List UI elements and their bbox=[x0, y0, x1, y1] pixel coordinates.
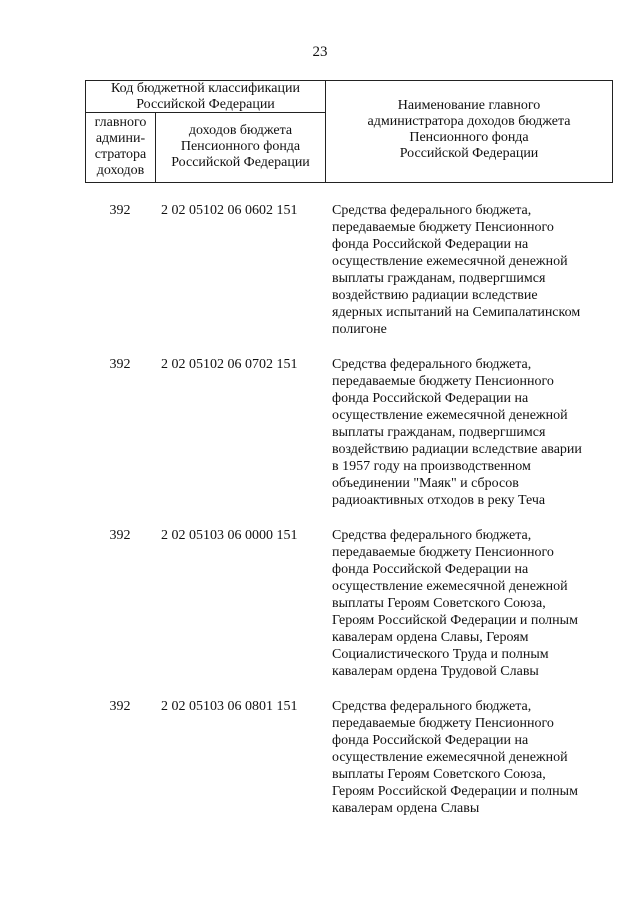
name-line: осуществление ежемесячной денежной bbox=[332, 408, 568, 423]
header-name-line: Пенсионного фонда bbox=[409, 130, 529, 145]
income-code-cell: 2 02 05102 06 0602 151 bbox=[161, 203, 298, 218]
name-cell bbox=[332, 356, 617, 509]
name-line: фонда Российской Федерации на bbox=[332, 391, 529, 406]
name-line: фонда Российской Федерации на bbox=[332, 237, 529, 252]
income-code-cell: 2 02 05103 06 0000 151 bbox=[161, 528, 298, 543]
name-line: передаваемые бюджету Пенсионного bbox=[332, 545, 554, 560]
name-line: осуществление ежемесячной денежной bbox=[332, 254, 568, 269]
name-line: Средства федерального бюджета, bbox=[332, 357, 532, 372]
name-cell bbox=[332, 202, 617, 338]
name-line: радиоактивных отходов в реку Теча bbox=[332, 493, 546, 508]
name-line: осуществление ежемесячной денежной bbox=[332, 579, 568, 594]
header-admin-line: главного bbox=[94, 115, 147, 130]
name-line: кавалерам ордена Славы bbox=[332, 801, 480, 816]
name-line: передаваемые бюджету Пенсионного bbox=[332, 220, 554, 235]
admin-code-cell: 392 bbox=[109, 203, 131, 218]
header-admin-line: стратора bbox=[94, 147, 147, 162]
header-name-line: Российской Федерации bbox=[399, 146, 539, 161]
header-name-line: Наименование главного bbox=[397, 98, 541, 113]
header-income-line: Российской Федерации bbox=[171, 155, 310, 170]
admin-code-cell: 392 bbox=[109, 357, 131, 372]
name-line: воздействию радиации вследствие bbox=[332, 288, 538, 303]
header-chief-administrator bbox=[86, 113, 156, 183]
name-cell bbox=[332, 527, 617, 680]
header-admin-line: админи- bbox=[95, 131, 146, 146]
name-line: фонда Российской Федерации на bbox=[332, 562, 529, 577]
header-name-line: администратора доходов бюджета bbox=[367, 114, 571, 129]
name-line: выплаты Героям Советского Союза, bbox=[332, 767, 546, 782]
header-administrator-name bbox=[326, 81, 612, 182]
name-line: Средства федерального бюджета, bbox=[332, 528, 532, 543]
name-line: передаваемые бюджету Пенсионного bbox=[332, 374, 554, 389]
name-line: Героям Российской Федерации и полным bbox=[332, 784, 578, 799]
name-line: фонда Российской Федерации на bbox=[332, 733, 529, 748]
name-line: выплаты гражданам, подвергшимся bbox=[332, 425, 546, 440]
name-line: Средства федерального бюджета, bbox=[332, 699, 532, 714]
name-line: воздействию радиации вследствие аварии bbox=[332, 442, 582, 457]
name-line: выплаты Героям Советского Союза, bbox=[332, 596, 546, 611]
name-cell bbox=[332, 698, 617, 817]
header-income-line: доходов бюджета bbox=[188, 123, 293, 138]
page-number: 23 bbox=[312, 44, 328, 60]
name-line: полигоне bbox=[332, 322, 387, 337]
name-line: в 1957 году на производственном bbox=[332, 459, 531, 474]
header-admin-line: доходов bbox=[96, 163, 145, 178]
admin-code-cell: 392 bbox=[109, 699, 131, 714]
name-line: Средства федерального бюджета, bbox=[332, 203, 532, 218]
header-group-line: Код бюджетной классификации bbox=[111, 81, 300, 96]
name-line: передаваемые бюджету Пенсионного bbox=[332, 716, 554, 731]
name-line: кавалерам ордена Трудовой Славы bbox=[332, 664, 539, 679]
income-code-cell: 2 02 05103 06 0801 151 bbox=[161, 699, 298, 714]
name-line: выплаты гражданам, подвергшимся bbox=[332, 271, 546, 286]
header-income-line: Пенсионного фонда bbox=[180, 139, 301, 154]
header-pension-fund-income bbox=[156, 113, 326, 183]
admin-code-cell: 392 bbox=[109, 528, 131, 543]
name-line: кавалерам ордена Славы, Героям bbox=[332, 630, 529, 645]
name-line: Социалистического Труда и полным bbox=[332, 647, 549, 662]
name-line: объединении "Маяк" и сбросов bbox=[332, 476, 519, 491]
income-code-cell: 2 02 05102 06 0702 151 bbox=[161, 357, 298, 372]
name-line: осуществление ежемесячной денежной bbox=[332, 750, 568, 765]
table-header bbox=[85, 80, 613, 183]
name-line: ядерных испытаний на Семипалатинском bbox=[332, 305, 581, 320]
name-line: Героям Российской Федерации и полным bbox=[332, 613, 578, 628]
header-group-line: Российской Федерации bbox=[136, 97, 275, 112]
header-budget-classification-code bbox=[86, 81, 326, 113]
